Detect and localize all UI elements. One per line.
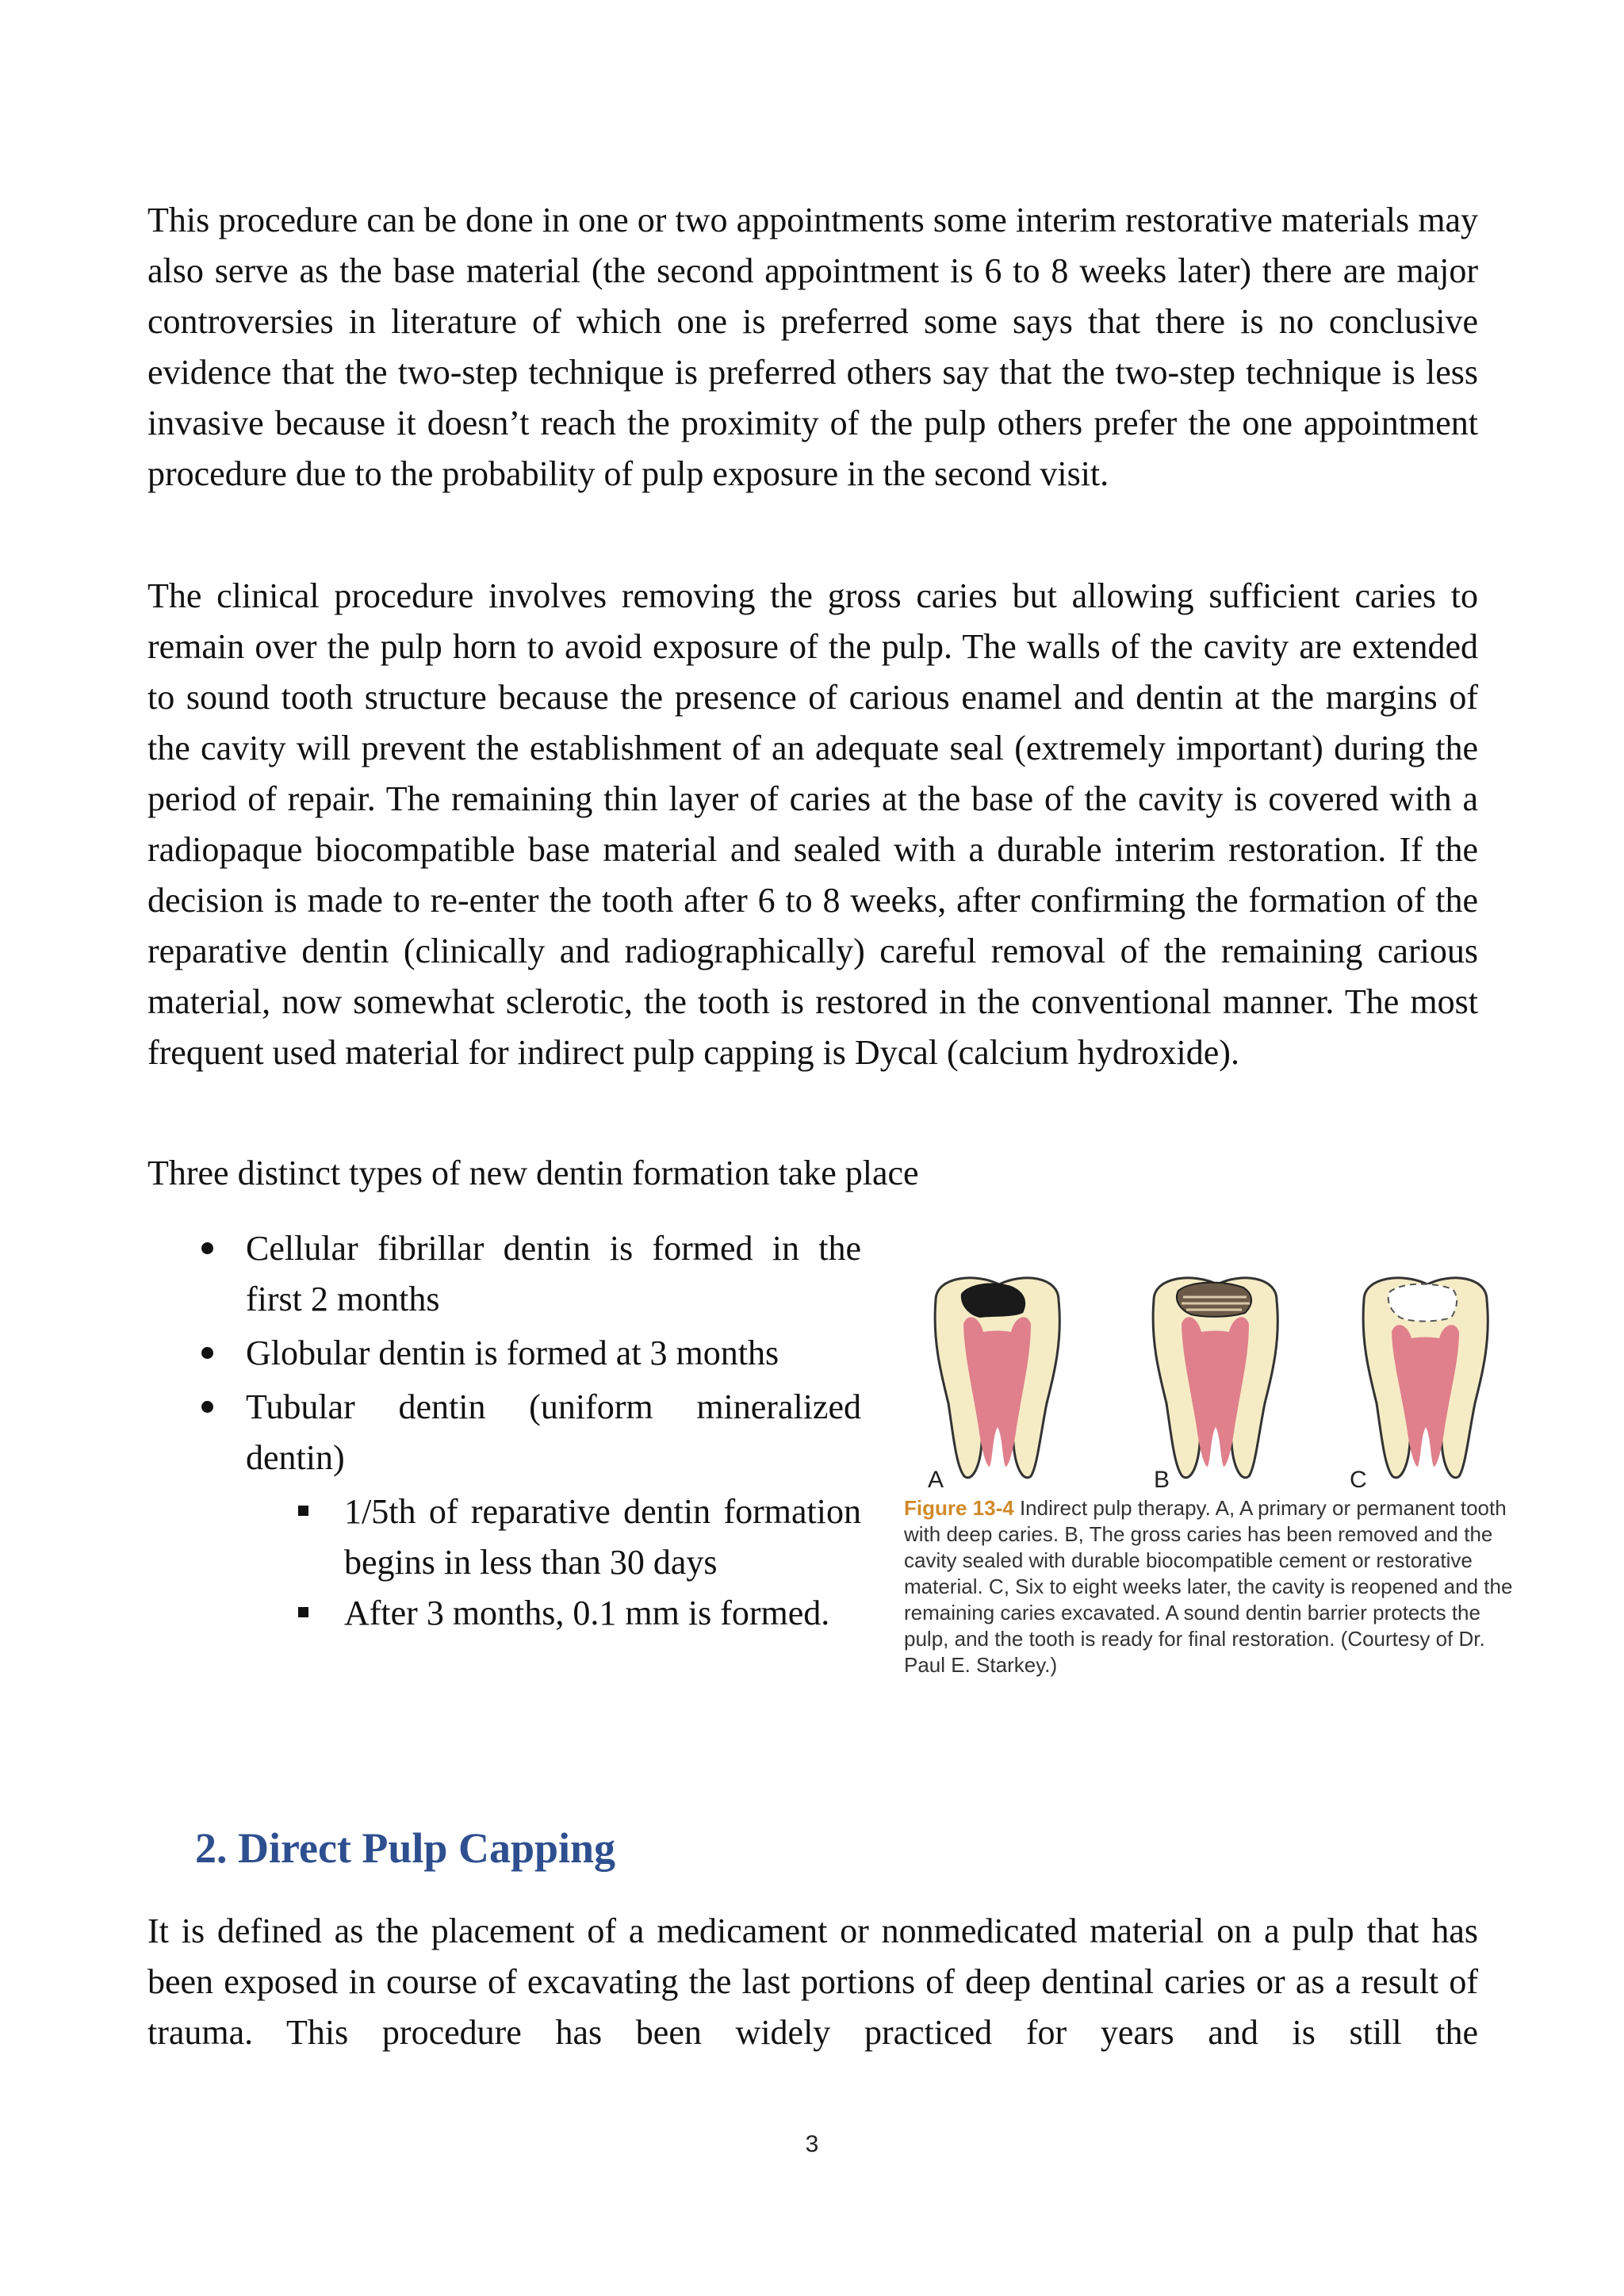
figure-caption-label: Figure 13-4 [904, 1496, 1014, 1520]
list-item-text: Globular dentin is formed at 3 months [246, 1334, 779, 1372]
panel-label-c: C [1350, 1467, 1367, 1490]
paragraph-text: This procedure can be done in one or two appointments some interim restorative materials may also serve as the base material (the second appointment is 6 to 8 weeks later) there are major controversies in literature of which one is preferred some says that there is no conclusive evidence that the two-step technique is preferred others say that the two-step technique is less invasive because it doesn’t reach the proximity of the pulp others prefer the one appointment procedure due to the probability of pulp exposure in the second visit. [147, 201, 1478, 493]
paragraph-text: Three distinct types of new dentin formation take place [147, 1154, 919, 1192]
paragraph-text: It is defined as the placement of a medicament or nonmedicated material on a pulp that has been exposed in course of excavating the last portions of deep dentinal caries or as a result of trauma. This procedure has been widely practiced for years and is still the [147, 1911, 1478, 2052]
sub-list-item-text: 1/5th of reparative dentin formation begins in less than 30 days [344, 1492, 861, 1582]
list-item-text: Cellular fibrillar dentin is formed in the first 2 months [246, 1229, 861, 1318]
paragraph-clinical-procedure [147, 571, 1478, 1078]
tooth-a-illustration [935, 1278, 1059, 1478]
figure-caption [904, 1495, 1515, 1678]
figure-caption-text: Indirect pulp therapy. A, A primary or permanent tooth with deep caries. B, The gross caries has been removed and the cavity sealed with durable biocompatible cement or restorative material. C, Six to eight weeks later, the cavity is reopened and the remaining caries excavated. A sound dentin barrier protects the pulp, and the tooth is ready for final restoration. (Courtesy of Dr. Paul E. Starkey.) [904, 1496, 1513, 1677]
paragraph-text: The clinical procedure involves removing the gross caries but allowing sufficient caries to remain over the pulp horn to avoid exposure of the pulp. The walls of the cavity are extended to sound tooth structure because the presence of carious enamel and dentin at the margins of the cavity will prevent the establishment of an adequate seal (extremely important) during the period of repair. The remaining thin layer of caries at the base of the cavity is covered with a radiopaque biocompatible base material and sealed with a durable interim restoration. If the decision is made to re-enter the tooth after 6 to 8 weeks, after confirming the formation of the reparative dentin (clinically and radiographically) careful removal of the remaining carious material, now somewhat sclerotic, the tooth is restored in the conventional manner. The most frequent used material for indirect pulp capping is Dycal (calcium hydroxide). [147, 576, 1478, 1072]
sub-list-item-text: After 3 months, 0.1 mm is formed. [344, 1594, 830, 1632]
page-number: 3 [805, 2131, 819, 2157]
dentin-types-list [147, 1223, 861, 1639]
square-bullet-icon [298, 1607, 308, 1617]
paragraph-dentin-types-intro [147, 1148, 1478, 1199]
tooth-c-illustration [1363, 1278, 1488, 1478]
square-bullet-icon [298, 1506, 308, 1516]
list-item-text: Tubular dentin (uniform mineralized dentin) [246, 1387, 861, 1477]
list-item [147, 1328, 861, 1379]
bullet-icon [201, 1401, 213, 1413]
section-heading: 2. Direct Pulp Capping [195, 1824, 616, 1872]
list-item [147, 1223, 861, 1325]
tooth-illustrations [904, 1269, 1515, 1490]
panel-label-b: B [1154, 1467, 1170, 1490]
panel-label-a: A [928, 1467, 944, 1490]
paragraph-direct-pulp-capping [147, 1906, 1478, 2058]
list-item [147, 1382, 861, 1483]
sub-list-item [147, 1588, 861, 1639]
figure-indirect-pulp-therapy [904, 1269, 1515, 1678]
bullet-icon [201, 1347, 213, 1359]
bullet-icon [201, 1242, 213, 1254]
sub-list-item [147, 1487, 861, 1588]
tooth-b-illustration [1153, 1278, 1277, 1478]
paragraph-appointments [147, 195, 1478, 499]
